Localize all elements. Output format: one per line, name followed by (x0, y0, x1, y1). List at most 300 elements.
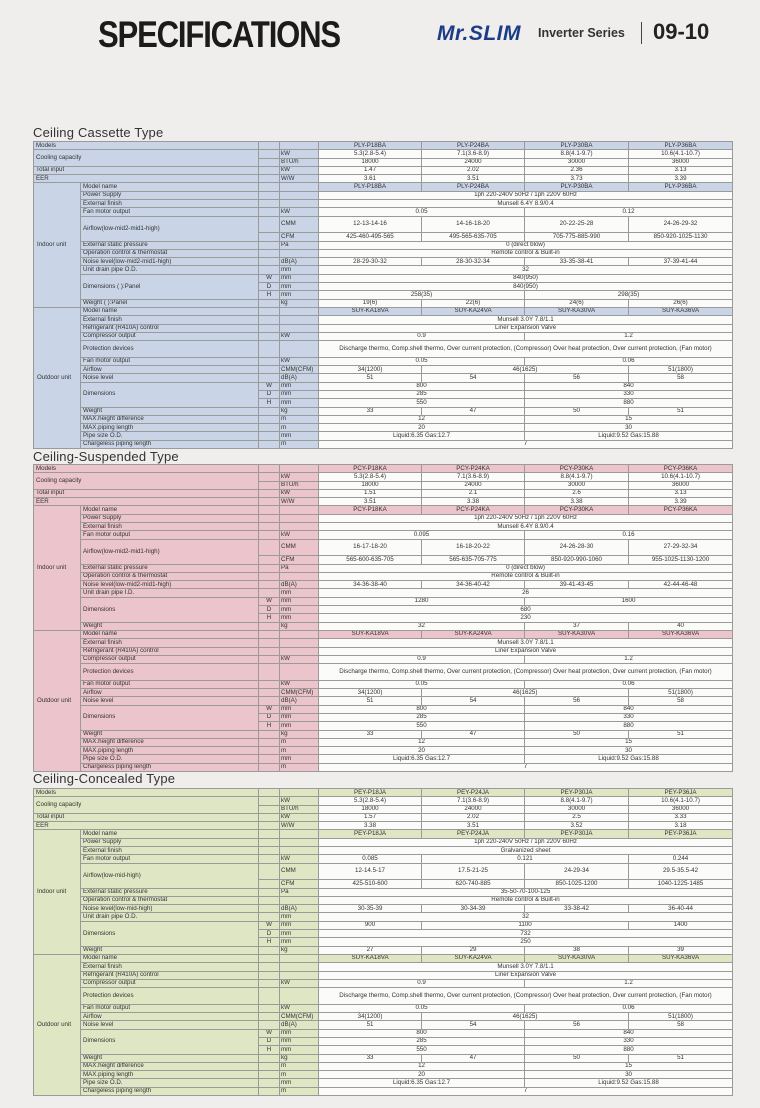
row-label: Fan motor output (81, 531, 259, 539)
row-label: Pipe size O.D. (81, 1079, 259, 1087)
row-label: MAX.piping length (81, 1071, 259, 1079)
dimension-axis: D (259, 713, 280, 721)
value-cell: 40 (629, 622, 733, 630)
value-cell: 900 (319, 921, 422, 929)
value-cell: 18000 (319, 481, 422, 489)
dimension-axis (259, 738, 280, 746)
row-label: Cooling capacity (34, 473, 259, 490)
table-row (34, 183, 733, 191)
table-row (34, 531, 733, 539)
unit-cell: mm (280, 755, 319, 763)
dimension-axis (259, 589, 280, 597)
table-row (34, 489, 733, 497)
row-label: Model name (81, 830, 259, 838)
value-cell: 230 (319, 614, 733, 622)
dimension-axis (259, 954, 280, 962)
value-cell: Liquid:9.52 Gas:15.88 (525, 432, 733, 440)
unit-cell (280, 324, 319, 332)
dimension-axis (259, 747, 280, 755)
value-cell: 24-26-29-32 (629, 216, 733, 233)
table-row (34, 506, 733, 514)
dimension-axis (259, 316, 280, 324)
table-row (34, 440, 733, 448)
unit-cell (280, 963, 319, 971)
value-cell: 680 (319, 606, 733, 614)
row-label: Compressor output (81, 655, 259, 663)
row-label: Power Supply (81, 838, 259, 846)
value-cell: 3.61 (319, 175, 422, 183)
unit-cell (280, 847, 319, 855)
table-row (34, 1071, 733, 1079)
value-cell: 24000 (422, 481, 525, 489)
table-row (34, 680, 733, 688)
value-cell: 0.06 (525, 680, 733, 688)
row-label: Weight (81, 407, 259, 415)
row-label: Airflow (81, 366, 259, 374)
table-row (34, 1062, 733, 1070)
table-row (34, 655, 733, 663)
unit-cell: W/W (280, 175, 319, 183)
table-row (34, 639, 733, 647)
value-cell: 1.57 (319, 813, 422, 821)
dimension-axis (259, 166, 280, 174)
table-row (34, 473, 733, 481)
dimension-axis (259, 357, 280, 365)
unit-cell: mm (280, 1037, 319, 1045)
unit-cell (280, 200, 319, 208)
table-row (34, 258, 733, 266)
value-cell: 1280 (319, 597, 525, 605)
unit-cell: mm (280, 921, 319, 929)
dimension-axis (259, 847, 280, 855)
unit-cell: kg (280, 730, 319, 738)
unit-cell: kg (280, 946, 319, 954)
value-cell: 840 (525, 382, 733, 390)
table-row (34, 622, 733, 630)
dimension-axis (259, 855, 280, 863)
unit-cell: kg (280, 1054, 319, 1062)
dimension-axis (259, 473, 280, 481)
table-row (34, 971, 733, 979)
model-name-cell: PCY-P24KA (422, 506, 525, 514)
table-row (34, 863, 733, 880)
table-row (34, 407, 733, 415)
dimension-axis (259, 1021, 280, 1029)
table-row (34, 630, 733, 638)
dimension-axis (259, 233, 280, 241)
table-row (34, 946, 733, 954)
value-cell: 5.3(2.8-5.4) (319, 150, 422, 158)
row-label: Unit drain pipe I.D. (81, 589, 259, 597)
unit-group-label: Outdoor unit (34, 307, 81, 448)
value-cell: 1.47 (319, 166, 422, 174)
unit-cell: mm (280, 399, 319, 407)
unit-cell: mm (280, 382, 319, 390)
table-row (34, 1021, 733, 1029)
unit-cell (280, 789, 319, 797)
dimension-axis (259, 647, 280, 655)
value-cell: 10.6(4.1-10.7) (629, 150, 733, 158)
unit-cell (280, 630, 319, 638)
table-row (34, 581, 733, 589)
table-row (34, 382, 733, 390)
table-row (34, 564, 733, 572)
page-title: SPECIFICATIONS (98, 14, 340, 55)
unit-cell: mm (280, 291, 319, 299)
model-header: PLY-P24BA (422, 142, 525, 150)
table-row (34, 847, 733, 855)
value-cell: 50 (525, 1054, 629, 1062)
row-label: Models (34, 142, 259, 150)
table-row (34, 514, 733, 522)
row-label: Total input (34, 489, 259, 497)
table-row (34, 142, 733, 150)
value-cell: 36000 (629, 481, 733, 489)
dimension-axis (259, 216, 280, 233)
value-cell: 30-34-39 (422, 905, 525, 913)
value-cell: 51(1800) (629, 366, 733, 374)
dimension-axis (259, 324, 280, 332)
value-cell: 51 (319, 697, 422, 705)
value-cell: 18000 (319, 805, 422, 813)
dimension-axis (259, 896, 280, 904)
dimension-axis (259, 971, 280, 979)
row-label: Fan motor output (81, 680, 259, 688)
value-cell: 2.5 (525, 813, 629, 821)
dimension-axis (259, 680, 280, 688)
dimension-axis (259, 664, 280, 681)
dimension-axis (259, 822, 280, 830)
row-label: MAX.piping length (81, 747, 259, 755)
value-cell: 10.6(4.1-10.7) (629, 797, 733, 805)
header-code: 09-10 (653, 19, 710, 44)
value-cell: 425-460-495-565 (319, 233, 422, 241)
value-cell: 20 (319, 1071, 525, 1079)
table-row (34, 200, 733, 208)
dimension-axis (259, 863, 280, 880)
value-cell: 29 (422, 946, 525, 954)
value-cell: 0.06 (525, 357, 733, 365)
value-cell: 1.2 (525, 332, 733, 340)
dimension-axis (259, 415, 280, 423)
table-row (34, 324, 733, 332)
unit-cell: CMM(CFM) (280, 366, 319, 374)
value-cell: Munsell 3.0Y 7.8/1.1 (319, 963, 733, 971)
row-label: External static pressure (81, 888, 259, 896)
table-row (34, 366, 733, 374)
value-cell: 3.51 (422, 175, 525, 183)
value-cell: 16-18-20-22 (422, 539, 525, 556)
value-cell: 19(6) (319, 299, 422, 307)
row-label: Chargeless piping length (81, 440, 259, 448)
model-header: PEY-P24JA (422, 789, 525, 797)
table-row (34, 905, 733, 913)
unit-cell: CMM (280, 539, 319, 556)
dimension-axis (259, 200, 280, 208)
unit-cell: mm (280, 722, 319, 730)
value-cell: 0.095 (319, 531, 525, 539)
row-label: Weight (81, 622, 259, 630)
section-title-suspended: Ceiling-Suspended Type (33, 449, 179, 464)
unit-cell (280, 249, 319, 257)
row-label: Noise level (81, 374, 259, 382)
value-cell: 0.12 (525, 208, 733, 216)
model-name-cell: SUY-KA18VA (319, 630, 422, 638)
row-label: Unit drain pipe O.D. (81, 266, 259, 274)
value-cell: 24-29-34 (525, 863, 629, 880)
value-cell: 1.51 (319, 489, 422, 497)
value-cell: 56 (525, 374, 629, 382)
value-cell: 880 (525, 399, 733, 407)
table-row (34, 415, 733, 423)
value-cell: 0.05 (319, 208, 525, 216)
row-label: EER (34, 822, 259, 830)
dimension-axis (259, 299, 280, 307)
row-label: Refrigerant (R410A) control (81, 324, 259, 332)
table-row (34, 191, 733, 199)
value-cell: 47 (422, 730, 525, 738)
value-cell: 46(1625) (422, 1013, 629, 1021)
value-cell: 3.18 (629, 822, 733, 830)
table-row (34, 150, 733, 158)
value-cell: Remote control & Built-in (319, 249, 733, 257)
value-cell: 705-775-885-990 (525, 233, 629, 241)
value-cell: 298(35) (525, 291, 733, 299)
value-cell: 12-13-14-16 (319, 216, 422, 233)
model-header: PCY-P24KA (422, 465, 525, 473)
model-name-cell: PEY-P24JA (422, 830, 525, 838)
value-cell: 495-565-635-705 (422, 233, 525, 241)
dimension-axis: D (259, 930, 280, 938)
dimension-axis (259, 440, 280, 448)
unit-cell (280, 523, 319, 531)
model-name-cell: SUY-KA24VA (422, 630, 525, 638)
value-cell: 565-600-635-705 (319, 556, 422, 564)
value-cell: 18000 (319, 158, 422, 166)
value-cell: 16-17-18-20 (319, 539, 422, 556)
table-row (34, 523, 733, 531)
row-label: Power Supply (81, 514, 259, 522)
row-label: Models (34, 465, 259, 473)
value-cell: 258(35) (319, 291, 525, 299)
value-cell: 3.13 (629, 166, 733, 174)
value-cell: 39-41-43-45 (525, 581, 629, 589)
value-cell: 54 (422, 1021, 525, 1029)
value-cell: 36000 (629, 805, 733, 813)
value-cell: 800 (319, 1029, 525, 1037)
dimension-axis: W (259, 597, 280, 605)
table-row (34, 755, 733, 763)
value-cell: 1040-1225-1485 (629, 880, 733, 888)
unit-cell: kW (280, 680, 319, 688)
value-cell: 47 (422, 1054, 525, 1062)
unit-cell: kW (280, 357, 319, 365)
header-divider (641, 22, 642, 44)
value-cell: 2.36 (525, 166, 629, 174)
value-cell: 285 (319, 713, 525, 721)
unit-cell: kg (280, 299, 319, 307)
unit-cell: kW (280, 855, 319, 863)
table-row (34, 299, 733, 307)
dimension-axis: H (259, 614, 280, 622)
value-cell: 26 (319, 589, 733, 597)
unit-cell: mm (280, 614, 319, 622)
value-cell: 550 (319, 1046, 525, 1054)
unit-cell: m (280, 738, 319, 746)
value-cell: 33 (319, 407, 422, 415)
value-cell: 2.02 (422, 166, 525, 174)
unit-cell: Pa (280, 241, 319, 249)
value-cell: Liner Expansion Valve (319, 971, 733, 979)
dimension-axis (259, 481, 280, 489)
dimension-axis (259, 374, 280, 382)
value-cell: 33-35-38-41 (525, 258, 629, 266)
unit-cell: mm (280, 589, 319, 597)
value-cell: 39 (629, 946, 733, 954)
value-cell: 47 (422, 407, 525, 415)
unit-cell: m (280, 763, 319, 771)
row-label: Operation control & thermostat (81, 249, 259, 257)
row-label: Weight (81, 1054, 259, 1062)
row-label: Airflow(low-mid-high) (81, 863, 259, 888)
unit-cell (280, 664, 319, 681)
value-cell: 10.6(4.1-10.7) (629, 473, 733, 481)
value-cell: 32 (319, 913, 733, 921)
unit-cell: dB(A) (280, 905, 319, 913)
dimension-axis (259, 1062, 280, 1070)
value-cell: 15 (525, 1062, 733, 1070)
unit-cell (280, 639, 319, 647)
model-name-cell: PEY-P18JA (319, 830, 422, 838)
unit-cell (280, 971, 319, 979)
row-label: External static pressure (81, 564, 259, 572)
value-cell: 0.05 (319, 357, 525, 365)
dimension-axis (259, 1071, 280, 1079)
dimension-axis (259, 366, 280, 374)
dimension-axis: W (259, 921, 280, 929)
value-cell: 250 (319, 938, 733, 946)
unit-group-label: Indoor unit (34, 183, 81, 307)
unit-cell: CFM (280, 880, 319, 888)
value-cell: 33-38-42 (525, 905, 629, 913)
dimension-axis (259, 905, 280, 913)
row-label: Dimensions (81, 597, 259, 622)
unit-cell (280, 838, 319, 846)
unit-cell: dB(A) (280, 258, 319, 266)
model-name-cell: PLY-P24BA (422, 183, 525, 191)
table-row (34, 432, 733, 440)
row-label: Dimensions (81, 921, 259, 946)
dimension-axis (259, 1079, 280, 1087)
unit-cell: m (280, 1071, 319, 1079)
value-cell: 620-740-885 (422, 880, 525, 888)
value-cell: 34(1200) (319, 366, 422, 374)
unit-cell: CMM(CFM) (280, 689, 319, 697)
unit-cell: kW (280, 813, 319, 821)
value-cell: 840 (525, 705, 733, 713)
row-label: Pipe size O.D. (81, 432, 259, 440)
unit-cell: W/W (280, 498, 319, 506)
value-cell: Remote control & Built-in (319, 896, 733, 904)
row-label: Cooling capacity (34, 150, 259, 167)
dimension-axis: H (259, 1046, 280, 1054)
model-name-cell: SUY-KA36VA (629, 954, 733, 962)
value-cell: 7.1(3.6-8.9) (422, 797, 525, 805)
value-cell: Liquid:6.35 Gas:12.7 (319, 432, 525, 440)
dimension-axis (259, 1004, 280, 1012)
value-cell: 3.73 (525, 175, 629, 183)
model-name-cell: SUY-KA36VA (629, 630, 733, 638)
value-cell: 0.9 (319, 655, 525, 663)
unit-cell: dB(A) (280, 581, 319, 589)
value-cell: 34(1200) (319, 689, 422, 697)
value-cell: 58 (629, 697, 733, 705)
table-row (34, 830, 733, 838)
dimension-axis (259, 689, 280, 697)
table-row (34, 730, 733, 738)
unit-cell: CMM (280, 863, 319, 880)
unit-cell: dB(A) (280, 1021, 319, 1029)
value-cell: 38 (525, 946, 629, 954)
table-row (34, 705, 733, 713)
model-header: PEY-P30JA (525, 789, 629, 797)
value-cell: 42-44-46-48 (629, 581, 733, 589)
table-row (34, 1013, 733, 1021)
value-cell: 800 (319, 705, 525, 713)
row-label: Fan motor output (81, 855, 259, 863)
unit-cell: kg (280, 622, 319, 630)
dimension-axis (259, 655, 280, 663)
table-row (34, 572, 733, 580)
value-cell: 24-26-28-30 (525, 539, 629, 556)
dimension-axis (259, 531, 280, 539)
value-cell: 30000 (525, 158, 629, 166)
value-cell: 36-40-44 (629, 905, 733, 913)
value-cell: 3.33 (629, 813, 733, 821)
value-cell: 3.51 (422, 822, 525, 830)
row-label: Protection devices (81, 664, 259, 681)
unit-cell: BTU/h (280, 805, 319, 813)
table-row (34, 697, 733, 705)
value-cell: 285 (319, 390, 525, 398)
value-cell: 51(1800) (629, 689, 733, 697)
value-cell: 32 (319, 266, 733, 274)
section-title-cassette: Ceiling Cassette Type (33, 125, 164, 140)
spec-table-suspended (33, 464, 733, 772)
table-row (34, 597, 733, 605)
value-cell: 46(1625) (422, 366, 629, 374)
unit-cell (280, 465, 319, 473)
table-row (34, 1029, 733, 1037)
row-label: Unit drain pipe O.D. (81, 913, 259, 921)
dimension-axis: H (259, 291, 280, 299)
dimension-axis (259, 730, 280, 738)
dimension-axis (259, 514, 280, 522)
dimension-axis (259, 838, 280, 846)
row-label: Cooling capacity (34, 797, 259, 814)
value-cell: 54 (422, 374, 525, 382)
value-cell: 8.8(4.1-9.7) (525, 473, 629, 481)
value-cell: 0 (direct blow) (319, 241, 733, 249)
dimension-axis (259, 639, 280, 647)
row-label: Noise level (81, 697, 259, 705)
dimension-axis: D (259, 390, 280, 398)
value-cell: 7.1(3.6-8.9) (422, 150, 525, 158)
row-label: Airflow (81, 689, 259, 697)
model-name-cell: PEY-P30JA (525, 830, 629, 838)
table-row (34, 689, 733, 697)
spec-table-cassette (33, 141, 733, 449)
